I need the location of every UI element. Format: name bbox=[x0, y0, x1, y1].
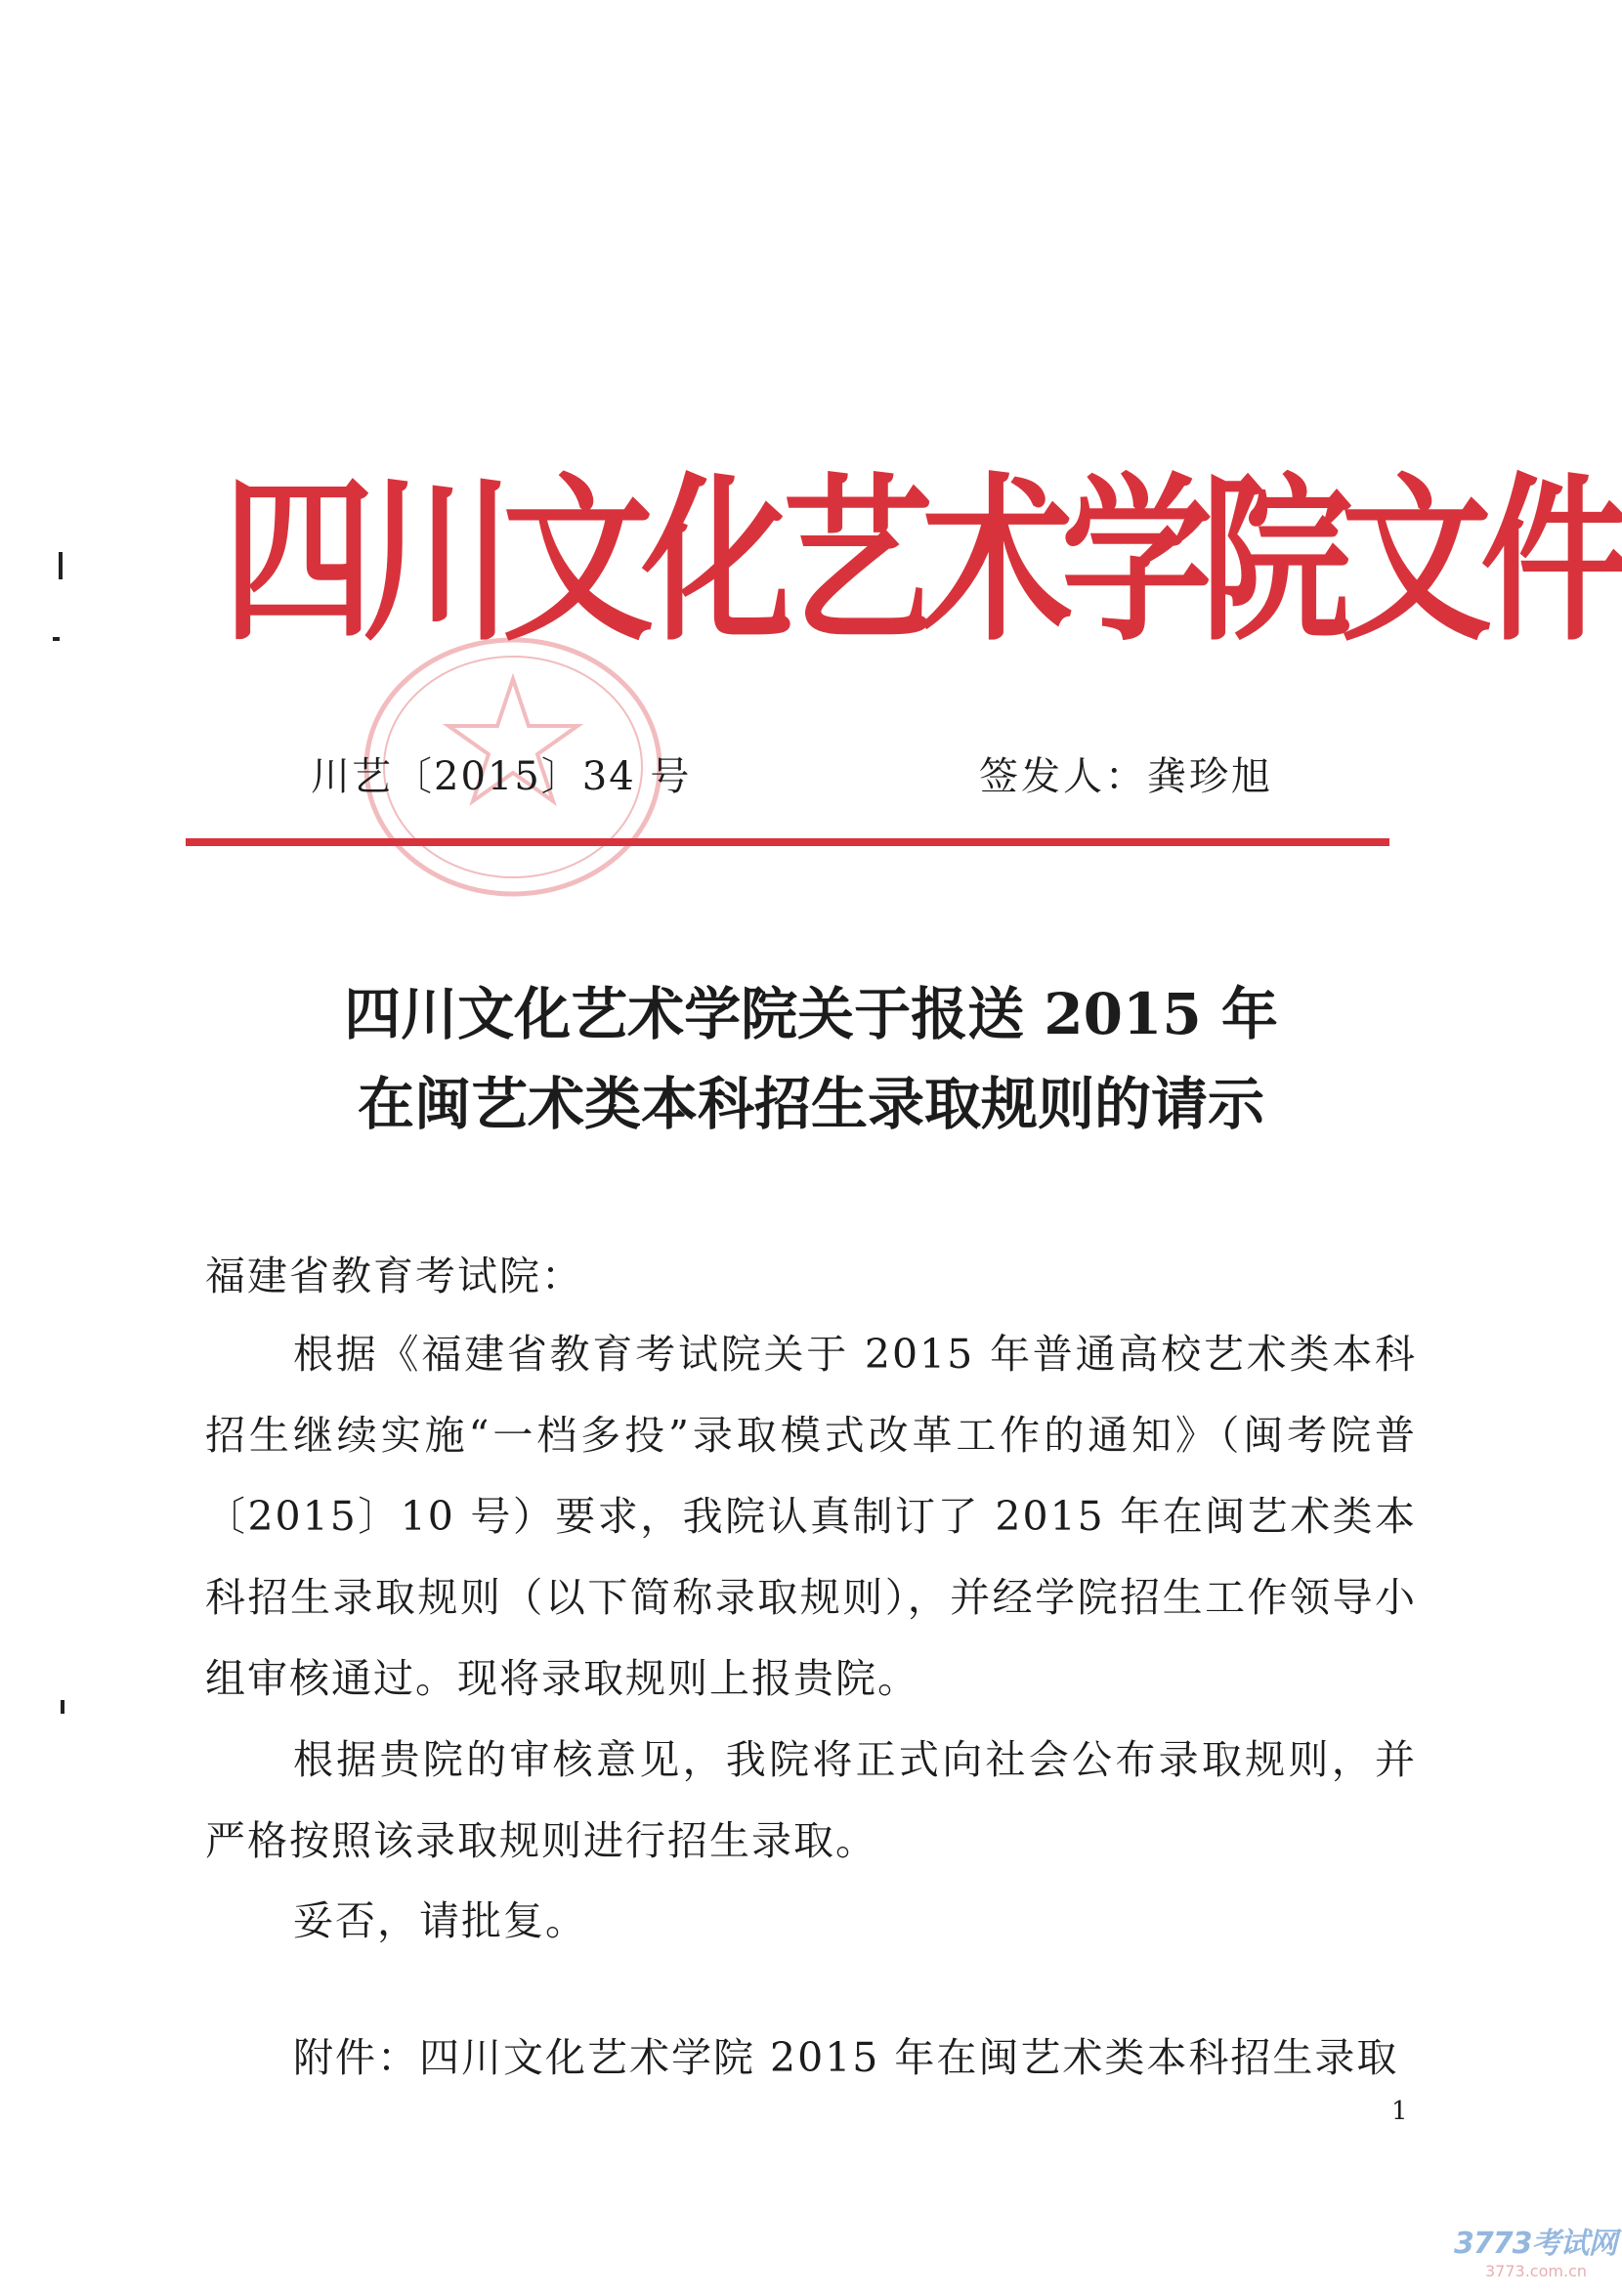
body-paragraph-3: 妥否，请批复。 bbox=[293, 1897, 587, 1944]
salutation: 福建省教育考试院： bbox=[205, 1253, 583, 1299]
signer: 签发人：龚珍旭 bbox=[979, 754, 1273, 799]
scan-speck bbox=[61, 1700, 64, 1714]
document-title-line-1: 四川文化艺术学院关于报送 2015 年 bbox=[344, 981, 1278, 1047]
watermark-logo: 3773考试网 bbox=[1454, 2227, 1617, 2261]
scan-speck bbox=[59, 552, 63, 579]
watermark-url: 3773.com.cn bbox=[1485, 2262, 1587, 2280]
document-number: 川艺〔2015〕34 号 bbox=[311, 754, 692, 799]
scan-speck bbox=[53, 637, 60, 641]
org-header-title: 四川文化艺术学院文件 bbox=[223, 456, 1620, 666]
page-number: 1 bbox=[1391, 2097, 1408, 2126]
attachment-line: 附件：四川文化艺术学院 2015 年在闽艺术类本科招生录取 bbox=[293, 2034, 1399, 2081]
body-paragraph-1: 根据《福建省教育考试院关于 2015 年普通高校艺术类本科招生继续实施“一档多投”录取模式改革工作的通知》（闽考院普〔2015〕10 号）要求，我院认真制订了 2015 年在闽艺术类本科招生录取规则（以下简称录取规则），并经学院招生工作领导小组审核通过。现将录取规则上报贵院。 bbox=[205, 1331, 1417, 1702]
header-divider bbox=[186, 838, 1389, 846]
body-paragraph-2: 根据贵院的审核意见，我院将正式向社会公布录取规则，并严格按照该录取规则进行招生录取。 bbox=[205, 1736, 1417, 1864]
document-title-line-2: 在闽艺术类本科招生录取规则的请示 bbox=[357, 1071, 1264, 1137]
